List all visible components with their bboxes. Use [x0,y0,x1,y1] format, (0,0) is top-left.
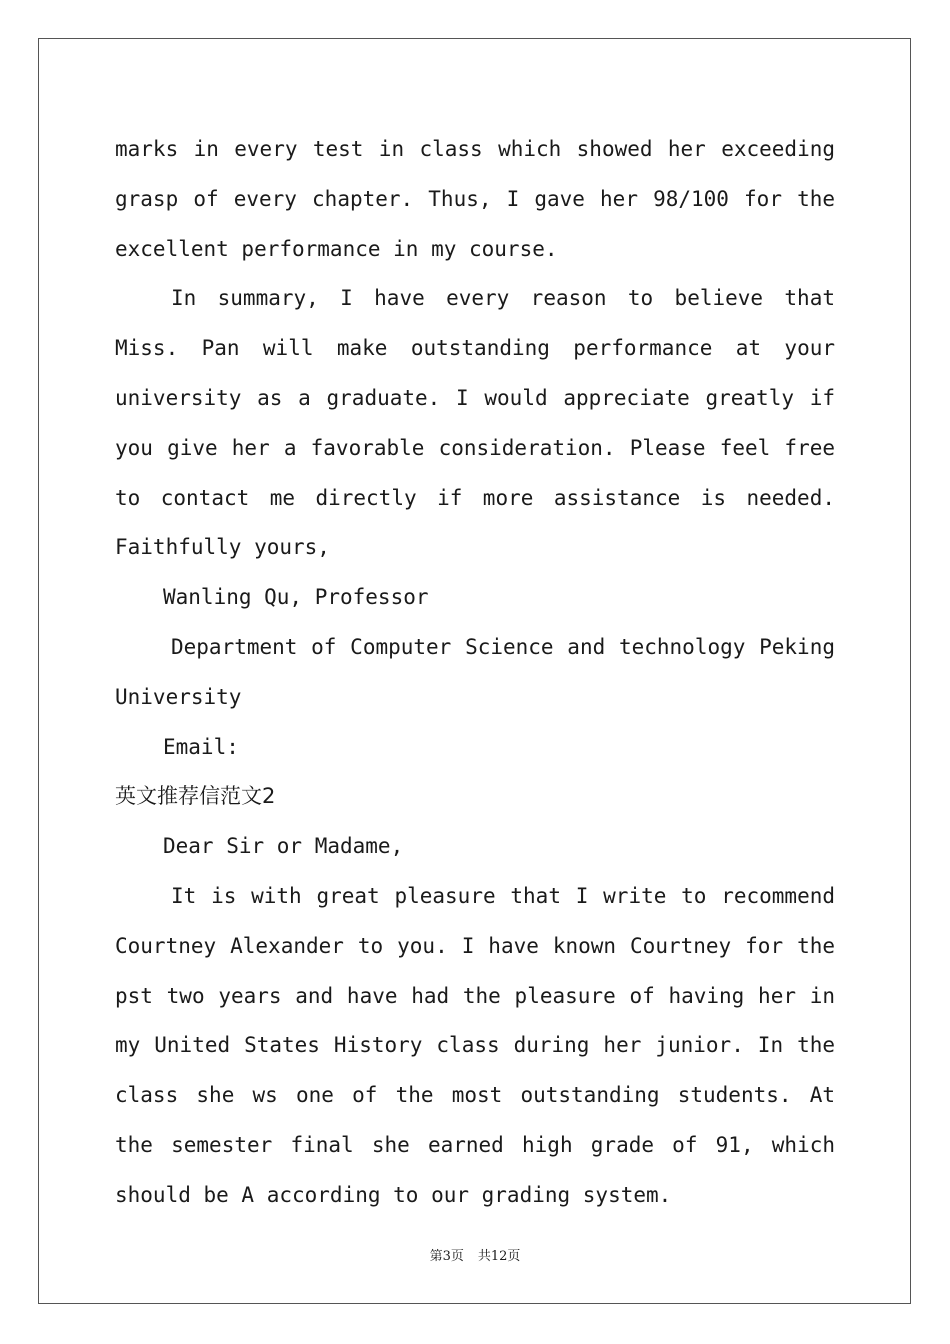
paragraph-summary: In summary, I have every reason to believe that Miss. Pan will make outstanding performance at your university as a graduate. I would appreciate greatly if you give her a favorable consideration. Please feel free to contact me directly if more assistance is needed. Faithfully yours, [115,286,835,560]
paragraph-recommendation: It is with great pleasure that I write to recommend Courtney Alexander to you. I have known Courtney for the pst two years and have had the pleasure of having her in my United States History class during her junior. In the class she ws one of the most outstanding students. At the semester final she earned high grade of 91, which should be A according to our grading system. [115,883,835,1207]
page-number: 第3页 [429,1249,464,1264]
salutation: Dear Sir or Madame, [163,834,404,859]
signature-name: Wanling Qu, Professor [163,585,429,610]
document-body [115,125,835,1221]
page-total: 共12页 [477,1249,521,1264]
signature-email: Email: [163,734,239,759]
section-heading: 英文推荐信范文2 [115,784,276,809]
paragraph-continuation: marks in every test in class which showed her exceeding grasp of every chapter. Thus, I gave her 98/100 for the excellent performance in my course. [115,137,835,261]
page-footer [0,1245,950,1264]
signature-department: Department of Computer Science and technology Peking University [115,634,835,709]
